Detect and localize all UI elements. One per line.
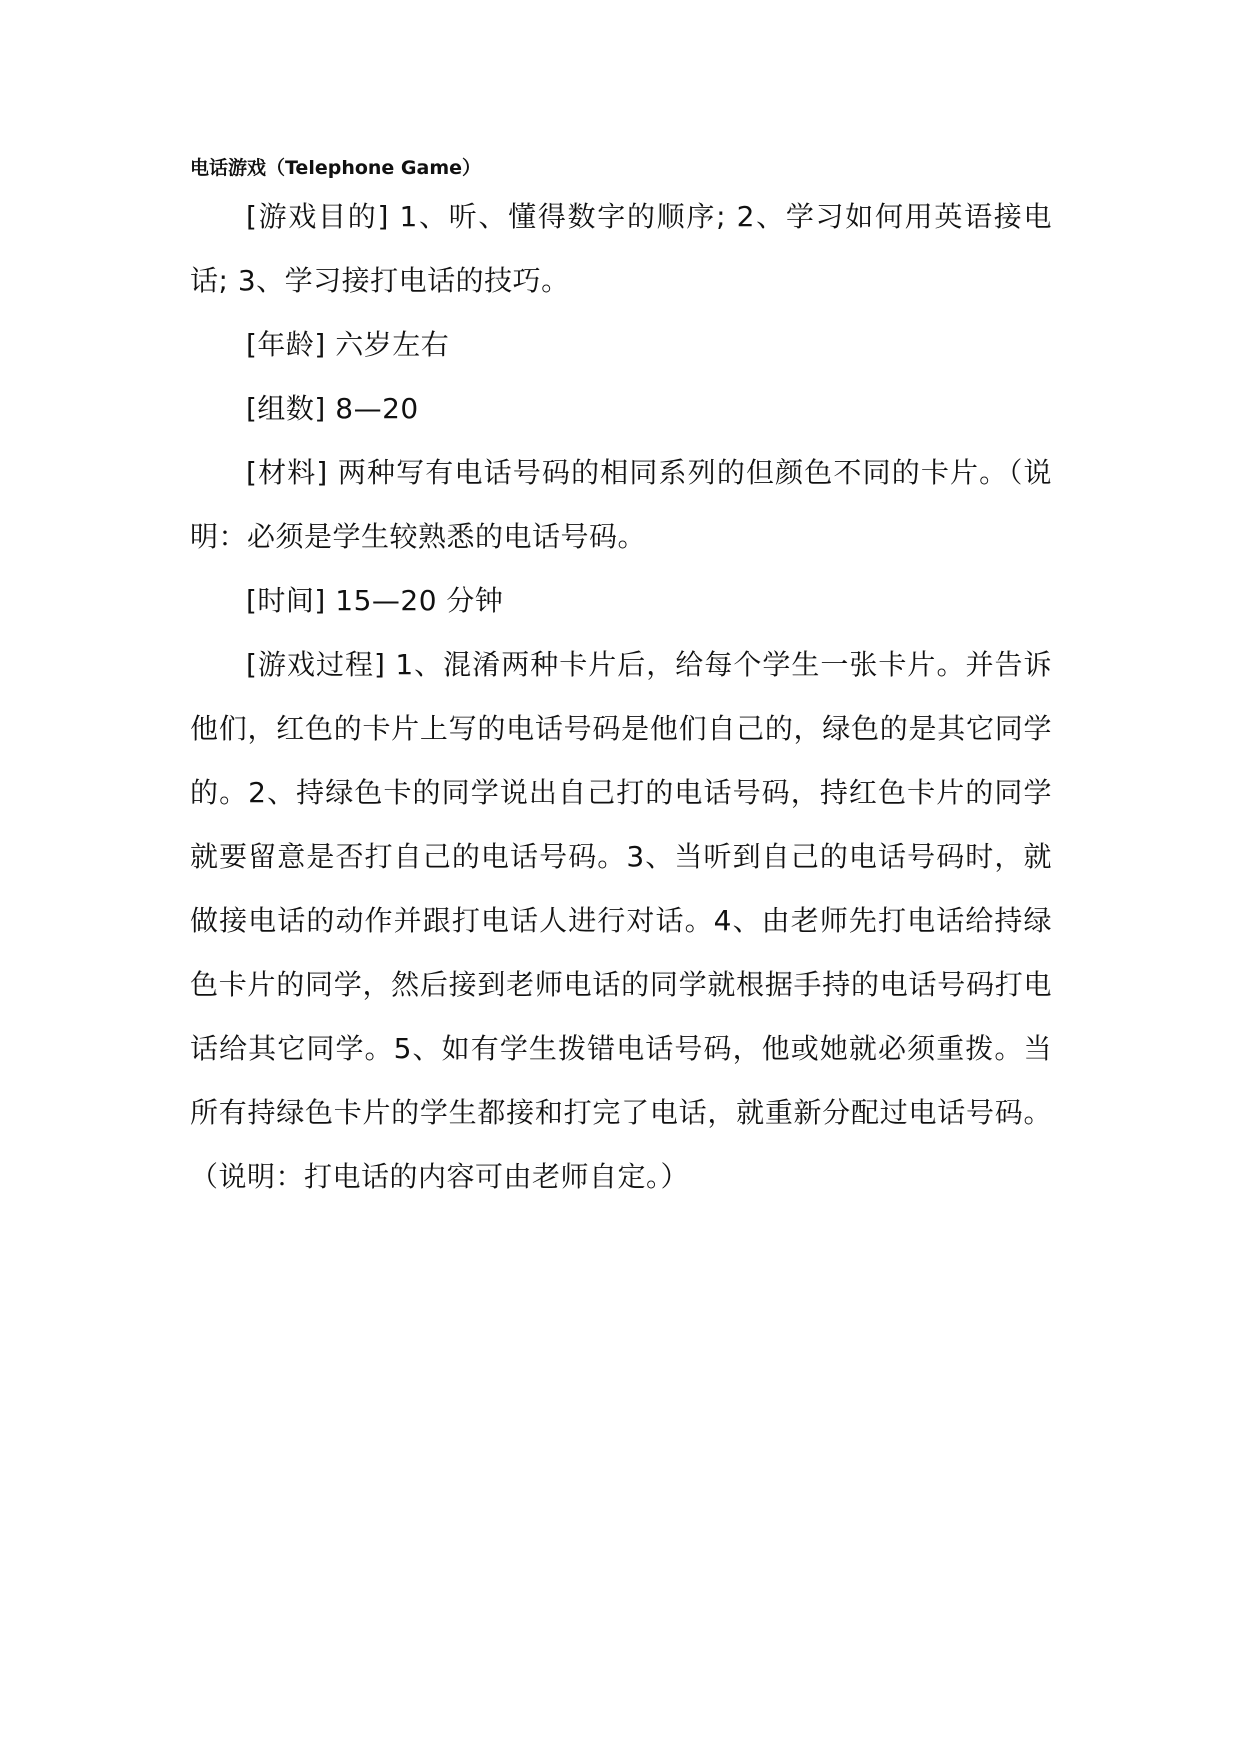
paragraph-time: [时间] 15—20 分钟 (246, 584, 504, 617)
paragraph-materials: [材料] 两种写有电话号码的相同系列的但颜色不同的卡片。（说明：必须是学生较熟悉的电话号码。 (190, 456, 1052, 553)
document-title: 电话游戏（Telephone Game） (190, 157, 482, 179)
document-body (190, 185, 1052, 1209)
paragraph-group-count: [组数] 8—20 (246, 392, 419, 425)
paragraph-purpose: [游戏目的] 1、听、懂得数字的顺序; 2、学习如何用英语接电话; 3、学习接打电话的技巧。 (190, 200, 1052, 297)
paragraph-age: [年龄] 六岁左右 (246, 328, 450, 361)
paragraph-procedure: [游戏过程] 1、混淆两种卡片后，给每个学生一张卡片。并告诉他们，红色的卡片上写的电话号码是他们自己的，绿色的是其它同学的。2、持绿色卡的同学说出自己打的电话号码，持红色卡片的同学就要留意是否打自己的电话号码。3、当听到自己的电话号码时，就做接电话的动作并跟打电话人进行对话。4、由老师先打电话给持绿色卡片的同学，然后接到老师电话的同学就根据手持的电话号码打电话给其它同学。5、如有学生拨错电话号码，他或她就必须重拨。当所有持绿色卡片的学生都接和打完了电话，就重新分配过电话号码。（说明：打电话的内容可由老师自定。） (190, 648, 1052, 1193)
